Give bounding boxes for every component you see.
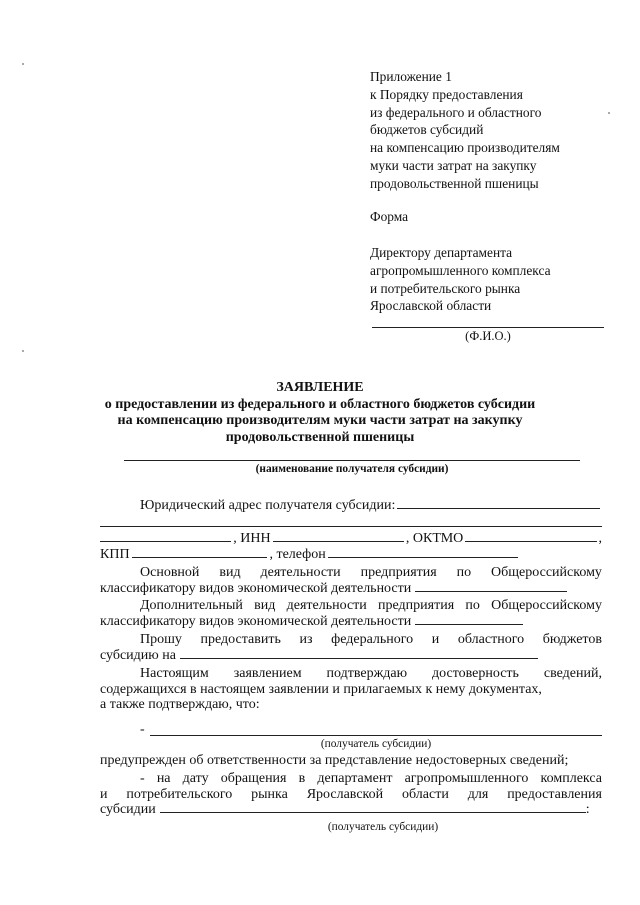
- title-line: на компенсацию производителям муки части затрат на закупку: [117, 413, 523, 428]
- recipient-field-2[interactable]: [160, 812, 586, 813]
- annex-header: [370, 68, 560, 193]
- phone-label: , телефон: [269, 547, 326, 562]
- kpp-phone-row: [100, 547, 520, 563]
- recipient-name-caption: (наименование получателя субсидии): [255, 463, 449, 475]
- main-activity-field[interactable]: [415, 591, 567, 592]
- scan-speck: [22, 350, 24, 352]
- annex-line: муки части затрат на закупку: [370, 157, 537, 173]
- scan-speck: [22, 63, 24, 65]
- request-text: субсидию на: [100, 647, 176, 663]
- main-activity-line: Основной вид деятельности предприятия по Общероссийскому: [140, 565, 602, 580]
- on-date-text: субсидии: [100, 802, 156, 817]
- addressee-block: [370, 244, 551, 315]
- phone-field[interactable]: [328, 556, 518, 558]
- inn-field[interactable]: [273, 540, 404, 542]
- addressee-line: Директору департамента: [370, 245, 513, 260]
- title-heading: ЗАЯВЛЕНИЕ: [276, 380, 364, 395]
- additional-activity-field[interactable]: [415, 624, 523, 625]
- confirm-line: содержащихся в настоящем заявлении и прилагаемых к нему документах,: [100, 681, 542, 697]
- title-line: продовольственной пшеницы: [225, 429, 415, 445]
- on-date-line: - на дату обращения в департамент агропромышленного комплекса: [140, 771, 602, 786]
- addressee-line: агропромышленного комплекса: [370, 262, 551, 278]
- annex-line: из федерального и областного: [370, 104, 542, 120]
- legal-address-field-2[interactable]: [100, 526, 602, 527]
- annex-line: к Порядку предоставления: [370, 86, 523, 102]
- fio-caption: (Ф.И.О.): [465, 329, 511, 343]
- warned-text: предупрежден об ответственности за представление недостоверных сведений;: [100, 753, 569, 768]
- kpp-label: КПП: [100, 547, 130, 562]
- main-activity-text: классификатору видов экономической деятельности: [100, 580, 412, 596]
- legal-address-field[interactable]: [397, 507, 600, 509]
- annex-line: Приложение 1: [370, 69, 452, 84]
- annex-line: бюджетов субсидий: [370, 122, 484, 138]
- main-activity-line-2: [100, 581, 602, 597]
- dash-1: -: [140, 722, 145, 737]
- title-line: о предоставлении из федерального и областного бюджетов субсидии: [104, 396, 536, 412]
- fio-field[interactable]: [372, 327, 604, 328]
- legal-address-row: [140, 498, 602, 514]
- request-line: Прошу предоставить из федерального и областного бюджетов: [140, 632, 602, 647]
- oktmo-field[interactable]: [465, 540, 596, 542]
- on-date-colon: :: [585, 802, 590, 817]
- additional-activity-line: Дополнительный вид деятельности предприятия по Общероссийскому: [140, 598, 602, 613]
- kpp-field[interactable]: [132, 556, 268, 558]
- recipient-caption-2: (получатель субсидии): [327, 821, 439, 833]
- additional-activity-text: классификатору видов экономической деятельности: [100, 613, 412, 629]
- inn-oktmo-row: [100, 531, 602, 547]
- recipient-field-1[interactable]: [150, 735, 602, 736]
- additional-activity-block: [100, 598, 602, 629]
- recipient-name-field[interactable]: [124, 460, 580, 461]
- inn-label: , ИНН: [233, 531, 271, 546]
- on-date-line-3: [100, 802, 602, 818]
- request-line-2: [100, 648, 602, 664]
- annex-line: на компенсацию производителям: [370, 140, 560, 156]
- application-title: [90, 380, 550, 446]
- on-date-block: [100, 771, 602, 818]
- main-activity-block: [100, 565, 602, 596]
- confirm-line: Настоящим заявлением подтверждаю достоверность сведений,: [140, 666, 602, 681]
- scan-speck: [608, 112, 610, 114]
- on-date-line: и потребительского рынка Ярославской области для предоставления: [100, 786, 602, 802]
- address-continuation-field[interactable]: [100, 540, 231, 542]
- confirm-line: а также подтверждаю, что:: [100, 697, 260, 712]
- request-block: [100, 632, 602, 663]
- addressee-line: Ярославской области: [370, 298, 492, 314]
- oktmo-label: , ОКТМО: [405, 531, 464, 546]
- recipient-caption-1: (получатель субсидии): [320, 738, 432, 750]
- row-comma: ,: [598, 531, 603, 546]
- additional-activity-line-2: [100, 614, 602, 630]
- confirm-block: [100, 666, 602, 713]
- addressee-line: и потребительского рынка: [370, 280, 521, 296]
- form-label: Форма: [370, 209, 409, 224]
- legal-address-label: Юридический адрес получателя субсидии:: [140, 498, 396, 513]
- subsidy-purpose-field[interactable]: [180, 658, 538, 659]
- annex-line: продовольственной пшеницы: [370, 175, 539, 191]
